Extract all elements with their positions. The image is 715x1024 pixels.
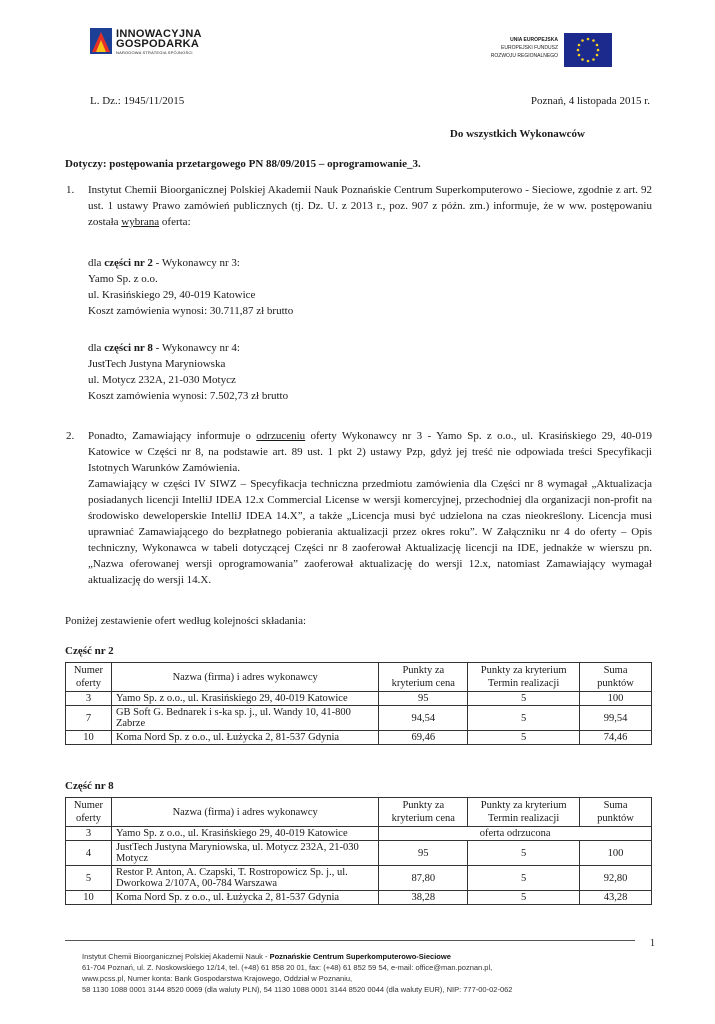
cell: 100 — [580, 841, 652, 866]
table-header-row — [66, 798, 652, 827]
cell: 10 — [66, 731, 112, 745]
place-and-date: Poznań, 4 listopada 2015 r. — [530, 95, 650, 107]
cell: 100 — [580, 692, 652, 706]
logo-line-3: NARODOWA STRATEGIA SPÓJNOŚCI — [116, 50, 193, 55]
cell: 3 — [66, 692, 112, 706]
cell: 95 — [379, 692, 468, 706]
footer-accounts: 58 1130 1088 0001 3144 8520 0069 (dla waluty PLN), 54 1130 1088 0001 3144 8520 0044 (dla waluty EUR), NIP: 777-00-02-062 — [82, 985, 513, 994]
winner-address: ul. Krasińskiego 29, 40-019 Katowice — [88, 289, 256, 301]
cell: 3 — [66, 827, 112, 841]
cell: 10 — [66, 891, 112, 905]
subject-line: Dotyczy: postępowania przetargowego PN 88/09/2015 – oprogramowanie_3. — [65, 158, 421, 170]
col-header: Punkty za kryterium cena — [379, 663, 468, 692]
part-suffix: - Wykonawcy nr 4: — [152, 342, 240, 354]
col-header: Suma punktów — [580, 663, 652, 692]
cell: Koma Nord Sp. z o.o., ul. Łużycka 2, 81-537 Gdynia — [111, 731, 378, 745]
winner-address: ul. Motycz 232A, 21-030 Motycz — [88, 374, 236, 386]
cell: 5 — [468, 891, 580, 905]
cell: Yamo Sp. z o.o., ul. Krasińskiego 29, 40-019 Katowice — [111, 692, 378, 706]
cell: Koma Nord Sp. z o.o., ul. Łużycka 2, 81-537 Gdynia — [111, 891, 378, 905]
cell: Yamo Sp. z o.o., ul. Krasińskiego 29, 40-019 Katowice — [111, 827, 378, 841]
offers-table-part-8 — [65, 797, 652, 905]
winner-name: Yamo Sp. z o.o. — [88, 273, 158, 285]
point-2-number: 2. — [66, 430, 75, 442]
winner-cost: Koszt zamówienia wynosi: 30.711,87 zł brutto — [88, 305, 294, 317]
point-1-underlined: wybrana — [121, 216, 160, 228]
point-1-text-b: oferta: — [159, 216, 191, 228]
col-header: Punkty za kryterium cena — [379, 798, 468, 827]
cell: GB Soft G. Bednarek i s-ka sp. j., ul. Wandy 10, 41-800 Zabrze — [111, 706, 378, 731]
table-row — [66, 706, 652, 731]
footer-center: Poznańskie Centrum Superkomputerowo-Sieciowe — [269, 952, 451, 961]
rejected-offer-cell: oferta odrzucona — [379, 827, 652, 841]
reference-number: L. Dz.: 1945/11/2015 — [90, 95, 185, 107]
eu-line-3: ROZWOJU REGIONALNEGO — [490, 53, 558, 59]
section-title-part-2: Część nr 2 — [65, 645, 114, 657]
cell: 7 — [66, 706, 112, 731]
cell: 87,80 — [379, 866, 468, 891]
point-2-justification: Zamawiający w części IV SIWZ – Specyfikacja techniczna przedmiotu zamówienia dla Części nr 8 wymagał „Aktualizacja posiadanych licencji IntelliJ IDEA 12.x Commercial License w wersji komercyjnej, przechodniej dla organizacji non-profit na środowisko deweloperskie IntelliJ IDEA 14.X”, a także „Licencja musi być udzielona na czas nieokreślony. Licencja musi uprawniać Zamawiającego do bezpłatnego pobierania aktualizacji przez okres roku”. W Załączniku nr 4 do oferty – Opis techniczny, Wykonawca w tabeli dotyczącej Części nr 8 zaoferował Aktualizację licencji na IDE, jednakże w wierszu pn. „Nazwa oferowanej wersji oprogramowania” zaoferował aktualizację do wersji 12.x, natomiast Zamawiający wymagał aktualizację do wersji 14.X. — [88, 478, 652, 586]
part-suffix: - Wykonawcy nr 3: — [152, 257, 240, 269]
cell: 38,28 — [379, 891, 468, 905]
col-header: Nazwa (firma) i adres wykonawcy — [111, 663, 378, 692]
eu-line-2: EUROPEJSKI FUNDUSZ — [501, 45, 558, 51]
footer-divider — [65, 940, 635, 941]
point-1-text — [88, 182, 652, 230]
part-prefix: dla — [88, 257, 105, 269]
cell: 95 — [379, 841, 468, 866]
eu-line-1: UNIA EUROPEJSKA — [510, 37, 558, 43]
page-number: 1 — [650, 938, 655, 949]
table-header-row — [66, 663, 652, 692]
cell: 5 — [468, 706, 580, 731]
cell: 69,46 — [379, 731, 468, 745]
cell: 5 — [468, 692, 580, 706]
part-number: części nr 2 — [104, 257, 153, 269]
part-prefix: dla — [88, 342, 105, 354]
cell: 4 — [66, 841, 112, 866]
cell: 5 — [468, 731, 580, 745]
winner-part-2 — [88, 255, 488, 319]
offers-table-part-2 — [65, 662, 652, 745]
col-header: Nazwa (firma) i adres wykonawcy — [111, 798, 378, 827]
logo-line-2: GOSPODARKA — [116, 38, 200, 50]
footer — [82, 951, 657, 995]
cell: JustTech Justyna Maryniowska, ul. Motycz 232A, 21-030 Motycz — [111, 841, 378, 866]
col-header: Punkty za kryterium Termin realizacji — [468, 663, 580, 692]
col-header: Numer oferty — [66, 663, 112, 692]
addressee: Do wszystkich Wykonawców — [449, 128, 585, 140]
ig-logo-mark-icon — [90, 28, 112, 54]
cell: Restor P. Anton, A. Czapski, T. Rostropowicz Sp. j., ul. Dworkowa 2/107A, 00-784 Warszawa — [111, 866, 378, 891]
table-row — [66, 731, 652, 745]
point-2-text-a: Ponadto, Zamawiający informuje o — [88, 430, 257, 442]
winner-part-8 — [88, 340, 488, 404]
cell: 92,80 — [580, 866, 652, 891]
footer-institute: Instytut Chemii Bioorganicznej Polskiej Akademii Nauk - — [82, 952, 270, 961]
cell: 5 — [468, 841, 580, 866]
table-row — [66, 827, 652, 841]
winner-cost: Koszt zamówienia wynosi: 7.502,73 zł brutto — [88, 390, 289, 402]
cell: 43,28 — [580, 891, 652, 905]
eu-flag-icon — [564, 33, 612, 67]
footer-bank: www.pcss.pl, Numer konta: Bank Gospodarstwa Krajowego, Oddział w Poznaniu, — [82, 974, 353, 983]
table-row — [66, 891, 652, 905]
offers-summary-intro: Poniżej zestawienie ofert według kolejności składania: — [65, 615, 307, 627]
section-title-part-8: Część nr 8 — [65, 780, 114, 792]
cell: 5 — [66, 866, 112, 891]
footer-contact: 61-704 Poznań, ul. Z. Noskowskiego 12/14, tel. (+48) 61 858 20 01, fax: (+48) 61 852 59 54, e-mail: office@man.poznan.pl, — [82, 963, 493, 972]
table-row — [66, 692, 652, 706]
point-1-number: 1. — [66, 184, 75, 196]
col-header: Suma punktów — [580, 798, 652, 827]
table-row — [66, 866, 652, 891]
col-header: Numer oferty — [66, 798, 112, 827]
eu-logo — [472, 33, 612, 69]
point-2-text — [88, 428, 652, 476]
point-1-text-a: Instytut Chemii Bioorganicznej Polskiej Akademii Nauk Poznańskie Centrum Superkomputerowo - Sieciowe, zgodnie z art. 92 ust. 1 ustawy Prawo zamówień publicznych (tj. Dz. U. z 2013 r., poz. 907 z późn. zm.) informuje, że w ww. postępowaniu została — [88, 184, 652, 228]
point-2-underlined: odrzuceniu — [256, 430, 306, 442]
logo-line-1: INNOWACYJNA — [116, 28, 202, 40]
winner-name: JustTech Justyna Maryniowska — [88, 358, 226, 370]
cell: 94,54 — [379, 706, 468, 731]
part-number: części nr 8 — [104, 342, 153, 354]
point-2-text-b: oferty Wykonawcy nr 3 - Yamo Sp. z o.o., ul. Krasińskiego 29, 40-019 Katowice w Części nr 8, na podstawie art. 89 ust. 1 pkt 2) ustawy Pzp, gdyż jej treść nie odpowiada treści Specyfikacji Istotnych Warunków Zamówienia. — [88, 430, 652, 474]
col-header: Punkty za kryterium Termin realizacji — [468, 798, 580, 827]
table-row — [66, 841, 652, 866]
cell: 74,46 — [580, 731, 652, 745]
cell: 99,54 — [580, 706, 652, 731]
cell: 5 — [468, 866, 580, 891]
